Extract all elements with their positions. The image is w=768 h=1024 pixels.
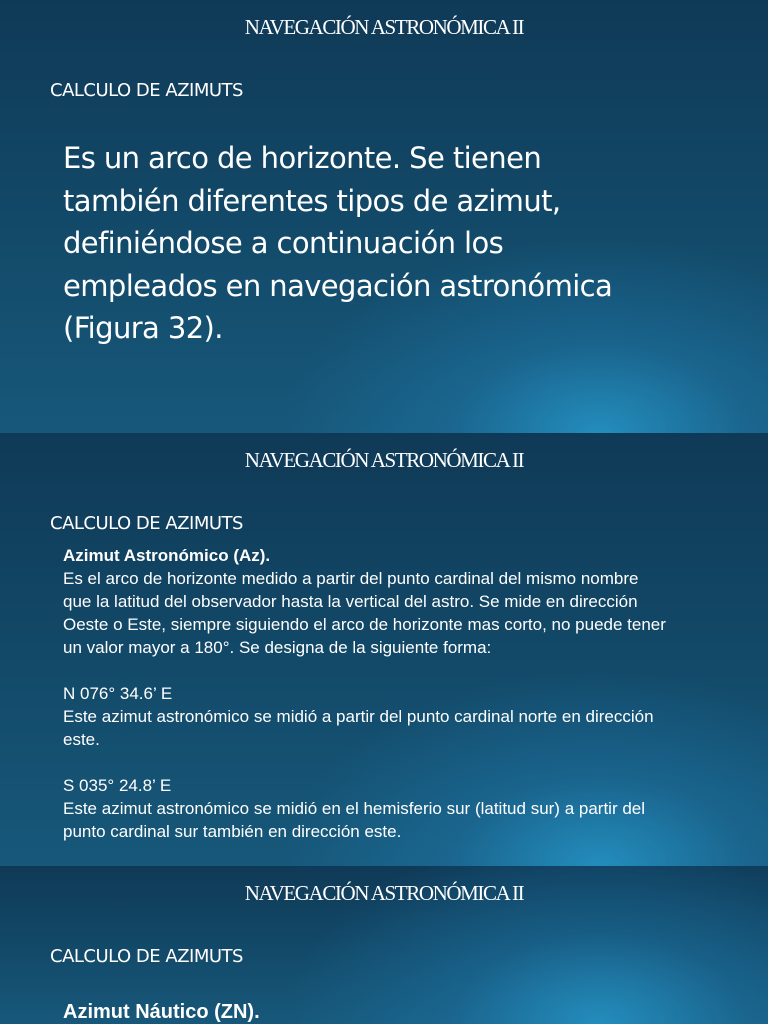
definition-line: que la latitud del observador hasta la vertical del astro. Se mide en dirección <box>63 592 638 611</box>
section-label: CALCULO DE AZIMUTS <box>50 946 243 967</box>
section-label: CALCULO DE AZIMUTS <box>50 80 243 101</box>
slide-body-text <box>63 137 703 350</box>
example-value: S 035° 24.8’ E <box>63 776 172 795</box>
spacer <box>63 751 763 774</box>
slide-title: NAVEGACIÓN ASTRONÓMICA II <box>244 881 524 905</box>
azimut-nautico-heading: Azimut Náutico (ZN). <box>63 1001 260 1023</box>
definition-line: Es el arco de horizonte medido a partir del punto cardinal del mismo nombre <box>63 569 639 588</box>
slide-title: NAVEGACIÓN ASTRONÓMICA II <box>244 448 524 472</box>
body-line: empleados en navegación astronómica <box>63 268 613 303</box>
example-explanation: Este azimut astronómico se midió a partir del punto cardinal norte en dirección <box>63 707 654 726</box>
body-line: definiéndose a continuación los <box>63 226 504 260</box>
body-line: (Figura 32). <box>63 311 223 345</box>
example-explanation: este. <box>63 730 100 749</box>
example-explanation: Este azimut astronómico se midió en el hemisferio sur (latitud sur) a partir del <box>63 799 646 818</box>
example-value: N 076° 34.6’ E <box>63 684 173 703</box>
slide-1 <box>0 0 768 433</box>
body-line: también diferentes tipos de azimut, <box>63 183 561 218</box>
slide-3 <box>0 866 768 1024</box>
definition-line: un valor mayor a 180°. Se designa de la siguiente forma: <box>63 638 492 657</box>
slide-2 <box>0 433 768 866</box>
slide-content <box>63 544 763 843</box>
slide-title: NAVEGACIÓN ASTRONÓMICA II <box>244 15 524 39</box>
section-label: CALCULO DE AZIMUTS <box>50 513 243 534</box>
spacer <box>63 659 763 682</box>
example-explanation: punto cardinal sur también en dirección este. <box>63 822 402 841</box>
azimut-astronomico-heading: Azimut Astronómico (Az). <box>63 546 271 565</box>
definition-line: Oeste o Este, siempre siguiendo el arco de horizonte mas corto, no puede tener <box>63 615 666 634</box>
body-line: Es un arco de horizonte. Se tienen <box>63 141 542 175</box>
